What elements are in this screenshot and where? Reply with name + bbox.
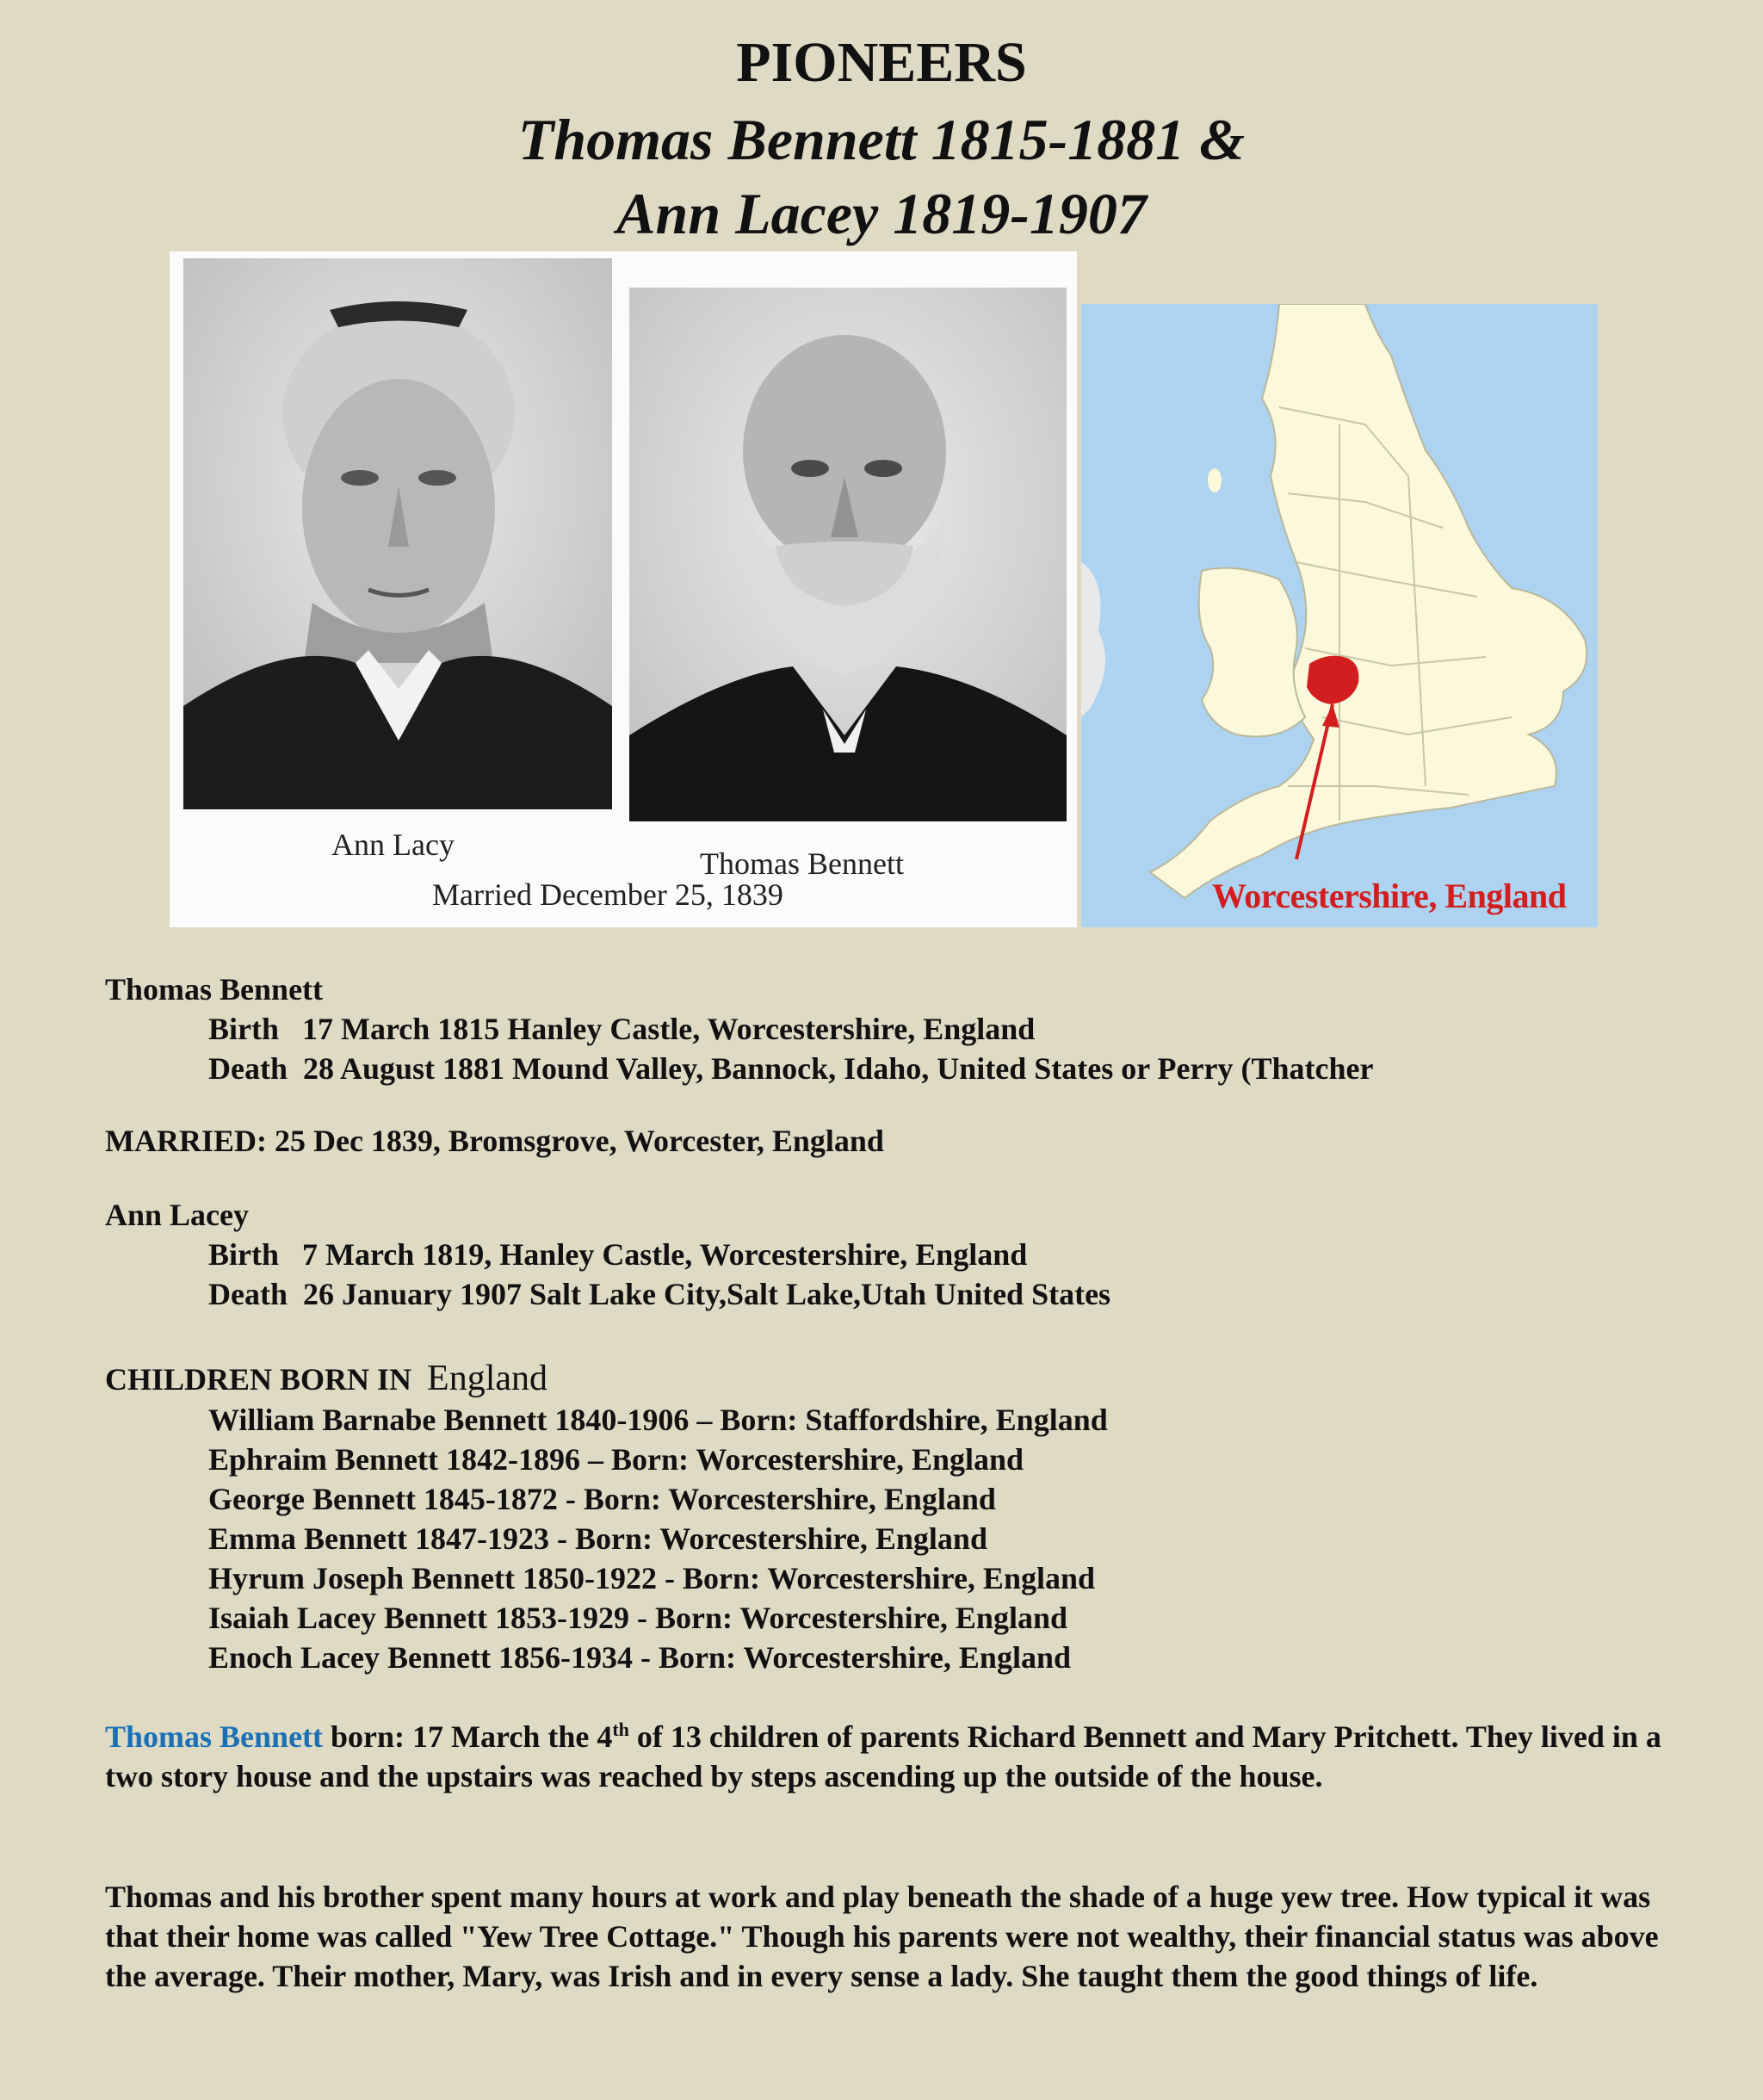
ann-lacy-portrait — [183, 258, 612, 809]
thomas-bennett-link[interactable]: Thomas Bennett — [105, 1719, 324, 1754]
child-item: William Barnabe Bennett 1840-1906 – Born: Staffordshire, England — [208, 1403, 1108, 1437]
bio-paragraph-2: Thomas and his brother spent many hours at work and play beneath the shade of a huge yew tree. How typical it was that their home was called "Yew Tree Cottage." Though his parents were not wealthy, their financial status was above the average. Their mother, Mary, was Irish and in every sense a lady. She taught them the good things of life. — [105, 1880, 1659, 1993]
married-line: MARRIED: 25 Dec 1839, Bromsgrove, Worcester, England — [105, 1124, 884, 1158]
ann-lacy-photo-caption: Ann Lacy — [331, 827, 455, 862]
bio-p1-text-rest: of 13 children of parents Richard Bennett and Mary Pritchett. They lived in a two story house and the upstairs was reached by steps ascending up the outside of the house. — [105, 1719, 1661, 1793]
thomas-bennett-portrait-image — [629, 288, 1067, 821]
page-subtitle-line-1: Thomas Bennett 1815-1881 & — [517, 107, 1246, 172]
england-wales-map-image — [1081, 304, 1598, 927]
child-item: George Bennett 1845-1872 - Born: Worcestershire, England — [208, 1482, 996, 1516]
thomas-bennett-portrait — [629, 288, 1067, 821]
thomas-bennett-photo-caption: Thomas Bennett — [700, 846, 904, 881]
married-date-caption: Married December 25, 1839 — [432, 877, 783, 912]
child-item: Isaiah Lacey Bennett 1853-1929 - Born: Worcestershire, England — [208, 1601, 1067, 1635]
thomas-birth: Birth 17 March 1815 Hanley Castle, Worcestershire, England — [208, 1012, 1036, 1046]
thomas-name: Thomas Bennett — [105, 972, 324, 1007]
ann-birth: Birth 7 March 1819, Hanley Castle, Worcestershire, England — [208, 1237, 1028, 1272]
children-heading — [105, 1359, 547, 1399]
child-item: Hyrum Joseph Bennett 1850-1922 - Born: Worcestershire, England — [208, 1561, 1096, 1595]
bio-p1-text: born: 17 March the 4 — [323, 1719, 613, 1754]
page-subtitle-line-2: Ann Lacey 1819-1907 — [616, 181, 1147, 246]
bio-paragraph-1 — [105, 1717, 1680, 1796]
children-heading-label: CHILDREN BORN IN — [105, 1362, 412, 1397]
child-item: Ephraim Bennett 1842-1896 – Born: Worcestershire, England — [208, 1442, 1024, 1477]
portrait-photo-panel — [170, 251, 1077, 927]
children-heading-place: England — [427, 1359, 548, 1398]
page-title: PIONEERS — [736, 31, 1027, 94]
bio-p1-ordinal: th — [612, 1719, 629, 1740]
ann-lacy-portrait-image — [183, 258, 612, 809]
child-item: Emma Bennett 1847-1923 - Born: Worcestershire, England — [208, 1521, 987, 1556]
ann-death: Death 26 January 1907 Salt Lake City,Salt Lake,Utah United States — [208, 1277, 1111, 1311]
england-map — [1081, 304, 1598, 927]
thomas-death: Death 28 August 1881 Mound Valley, Bannock, Idaho, United States or Perry (Thatcher — [208, 1051, 1374, 1086]
ann-name: Ann Lacey — [105, 1198, 250, 1232]
worcestershire-map-label: Worcestershire, England — [1212, 877, 1567, 915]
child-item: Enoch Lacey Bennett 1856-1934 - Born: Worcestershire, England — [208, 1640, 1071, 1675]
